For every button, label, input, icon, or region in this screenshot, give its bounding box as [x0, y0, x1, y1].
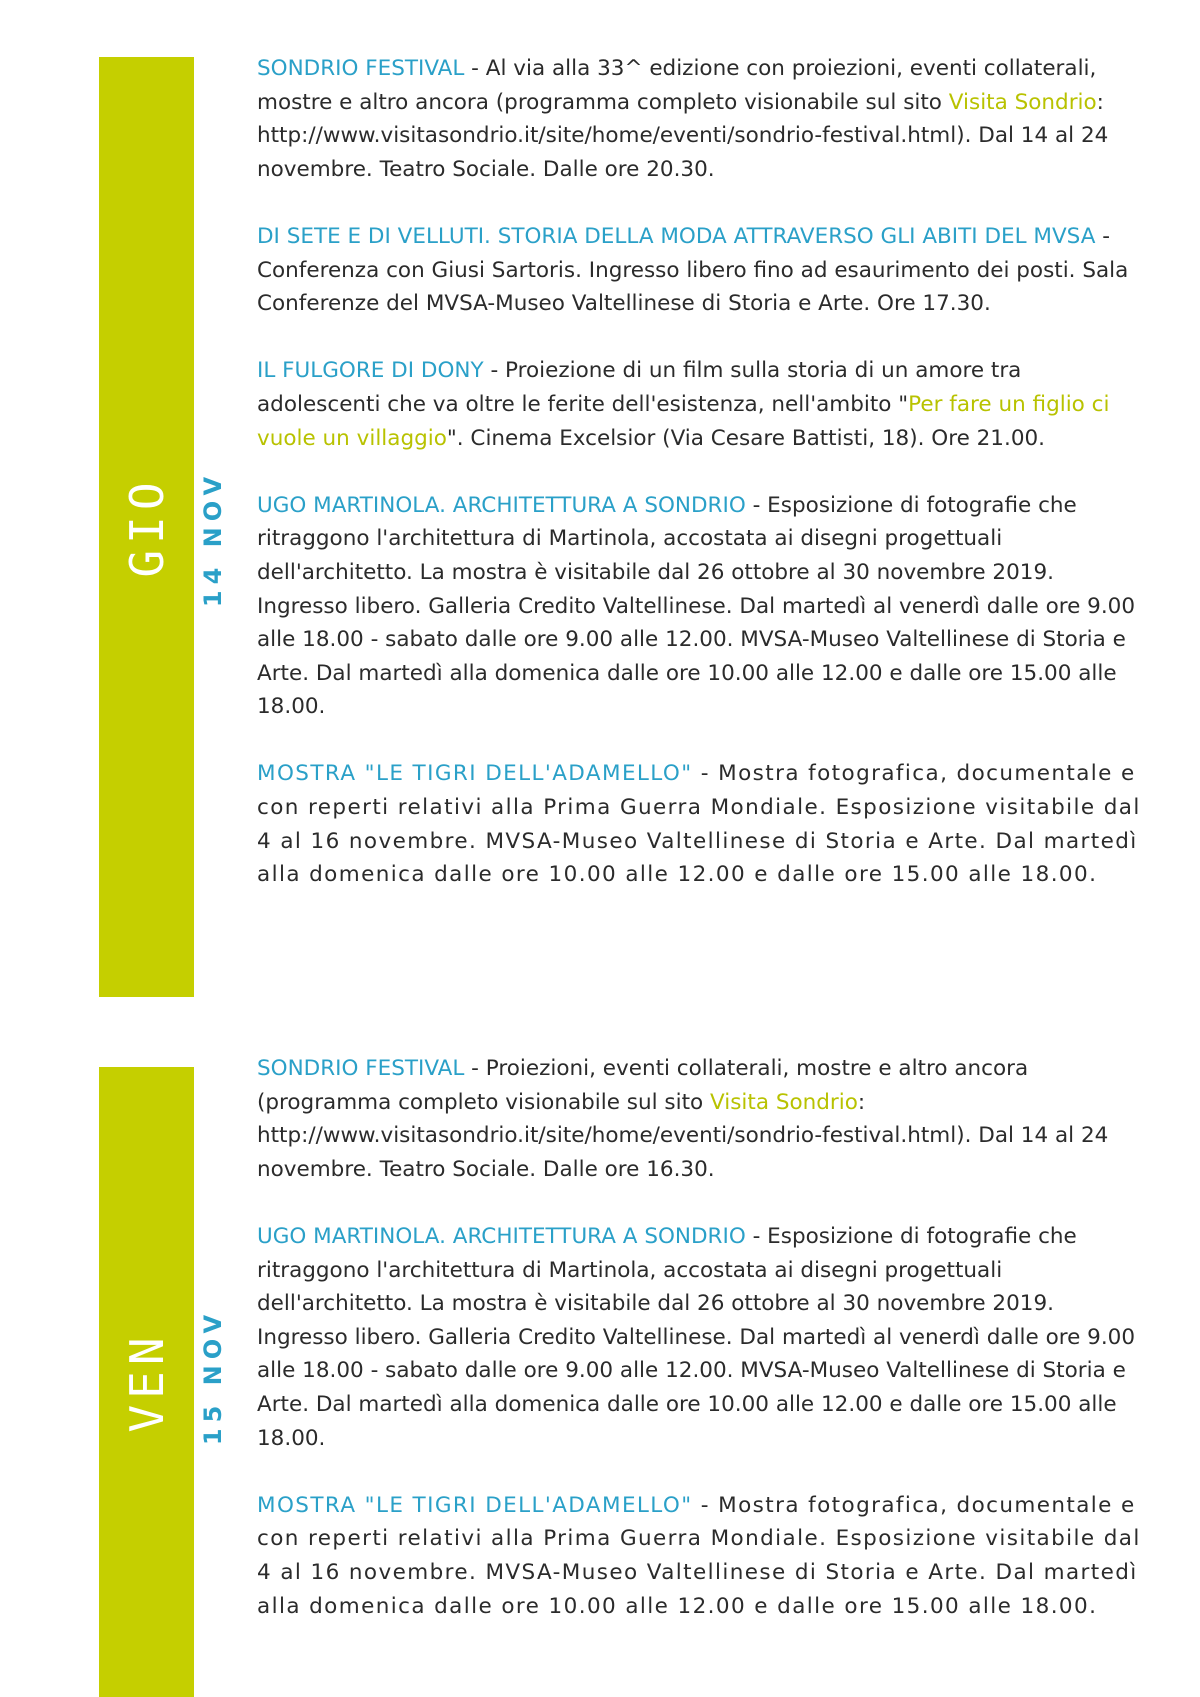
event-highlight: Visita Sondrio [948, 89, 1097, 115]
event-item [257, 52, 1147, 186]
event-text: - Mostra fotografica, documentale e con reperti relativi alla Prima Guerra Mondiale. Esposizione visitabile dal 4 al 16 novembre. MVSA-Museo Valtellinese di Storia e Arte. Dal martedì alla domenica dalle ore 10.00 alle 12.00 e dalle ore 15.00 alle 18.00. [257, 761, 1141, 888]
event-title: MOSTRA "LE TIGRI DELL'ADAMELLO" [257, 761, 693, 787]
event-description [257, 493, 1135, 720]
events-list-ven [257, 1052, 1147, 1657]
event-highlight: Per fare un figlio ci vuole un villaggio [257, 391, 1110, 451]
event-title: SONDRIO FESTIVAL [257, 56, 465, 81]
event-title: IL FULGORE DI DONY [257, 358, 484, 384]
event-description [257, 1224, 1135, 1451]
event-text: - Proiezione di un film sulla storia di un amore tra adolescenti che va oltre le ferite dell'esistenza, nell'ambito " [257, 358, 1022, 417]
event-text: - Mostra fotografica, documentale e con reperti relativi alla Prima Guerra Mondiale. Esposizione visitabile dal 4 al 16 novembre. MVSA-Museo Valtellinese di Storia e Arte. Dal martedì alla domenica dalle ore 10.00 alle 12.00 e dalle ore 15.00 alle 18.00. [257, 1492, 1141, 1619]
day-bar-ven [99, 1067, 194, 1697]
event-item [257, 757, 1147, 891]
event-item [257, 489, 1147, 724]
day-name: VEN [119, 1331, 174, 1433]
event-item [257, 1220, 1147, 1455]
events-list-gio [257, 52, 1147, 925]
event-title: SONDRIO FESTIVAL [257, 1056, 465, 1081]
event-text: ". Cinema Excelsior (Via Cesare Battisti, 18). Ore 21.00. [446, 425, 1046, 451]
event-text: : http://www.visitasondrio.it/site/home/eventi/sondrio-festival.html). Dal 14 al 24 novembre. Teatro Sociale. Dalle ore 16.30. [257, 1089, 1109, 1182]
day-date: 15 NOV [199, 1308, 227, 1446]
event-highlight: Visita Sondrio [710, 1089, 858, 1115]
event-title: MOSTRA "LE TIGRI DELL'ADAMELLO" [257, 1492, 693, 1518]
event-text: - Esposizione di fotografie che ritraggono l'architettura di Martinola, accostata ai disegni progettuali dell'architetto. La mostra è visitabile dal 26 ottobre al 30 novembre 2019. Ingresso libero. Galleria Credito Valtellinese. Dal martedì al venerdì dalle ore 9.00 alle 18.00 - sabato dalle ore 9.00 alle 12.00. MVSA-Museo Valtellinese di Storia e Arte. Dal martedì alla domenica dalle ore 10.00 alle 12.00 e dalle ore 15.00 alle 18.00. [257, 492, 1136, 720]
event-text: - Conferenza con Giusi Sartoris. Ingresso libero fino ad esaurimento dei posti. Sala Conferenze del MVSA-Museo Valtellinese di Storia e Arte. Ore 17.30. [257, 223, 1129, 317]
day-bar-gio [99, 57, 194, 997]
day-name: GIO [119, 476, 174, 578]
event-text: - Proiezioni, eventi collaterali, mostre e altro ancora (programma completo visionabile sul sito [257, 1056, 1029, 1115]
event-text: - Al via alla 33^ edizione con proiezioni, eventi collaterali, mostre e altro ancora (programma completo visionabile sul sito [257, 56, 1097, 115]
event-item [257, 220, 1147, 321]
day-date: 14 NOV [199, 470, 227, 608]
event-item [257, 1489, 1147, 1623]
event-title: UGO MARTINOLA. ARCHITETTURA A SONDRIO [257, 1223, 746, 1249]
event-item [257, 1052, 1147, 1186]
event-title: UGO MARTINOLA. ARCHITETTURA A SONDRIO [257, 492, 746, 518]
event-text: - Esposizione di fotografie che ritraggono l'architettura di Martinola, accostata ai disegni progettuali dell'architetto. La mostra è visitabile dal 26 ottobre al 30 novembre 2019. Ingresso libero. Galleria Credito Valtellinese. Dal martedì al venerdì dalle ore 9.00 alle 18.00 - sabato dalle ore 9.00 alle 12.00. MVSA-Museo Valtellinese di Storia e Arte. Dal martedì alla domenica dalle ore 10.00 alle 12.00 e dalle ore 15.00 alle 18.00. [257, 1223, 1136, 1451]
event-title: DI SETE E DI VELLUTI. STORIA DELLA MODA ATTRAVERSO GLI ABITI DEL MVSA [257, 223, 1096, 249]
event-item [257, 354, 1147, 455]
event-text: : http://www.visitasondrio.it/site/home/eventi/sondrio-festival.html). Dal 14 al 24 novembre. Teatro Sociale. Dalle ore 20.30. [257, 89, 1109, 182]
